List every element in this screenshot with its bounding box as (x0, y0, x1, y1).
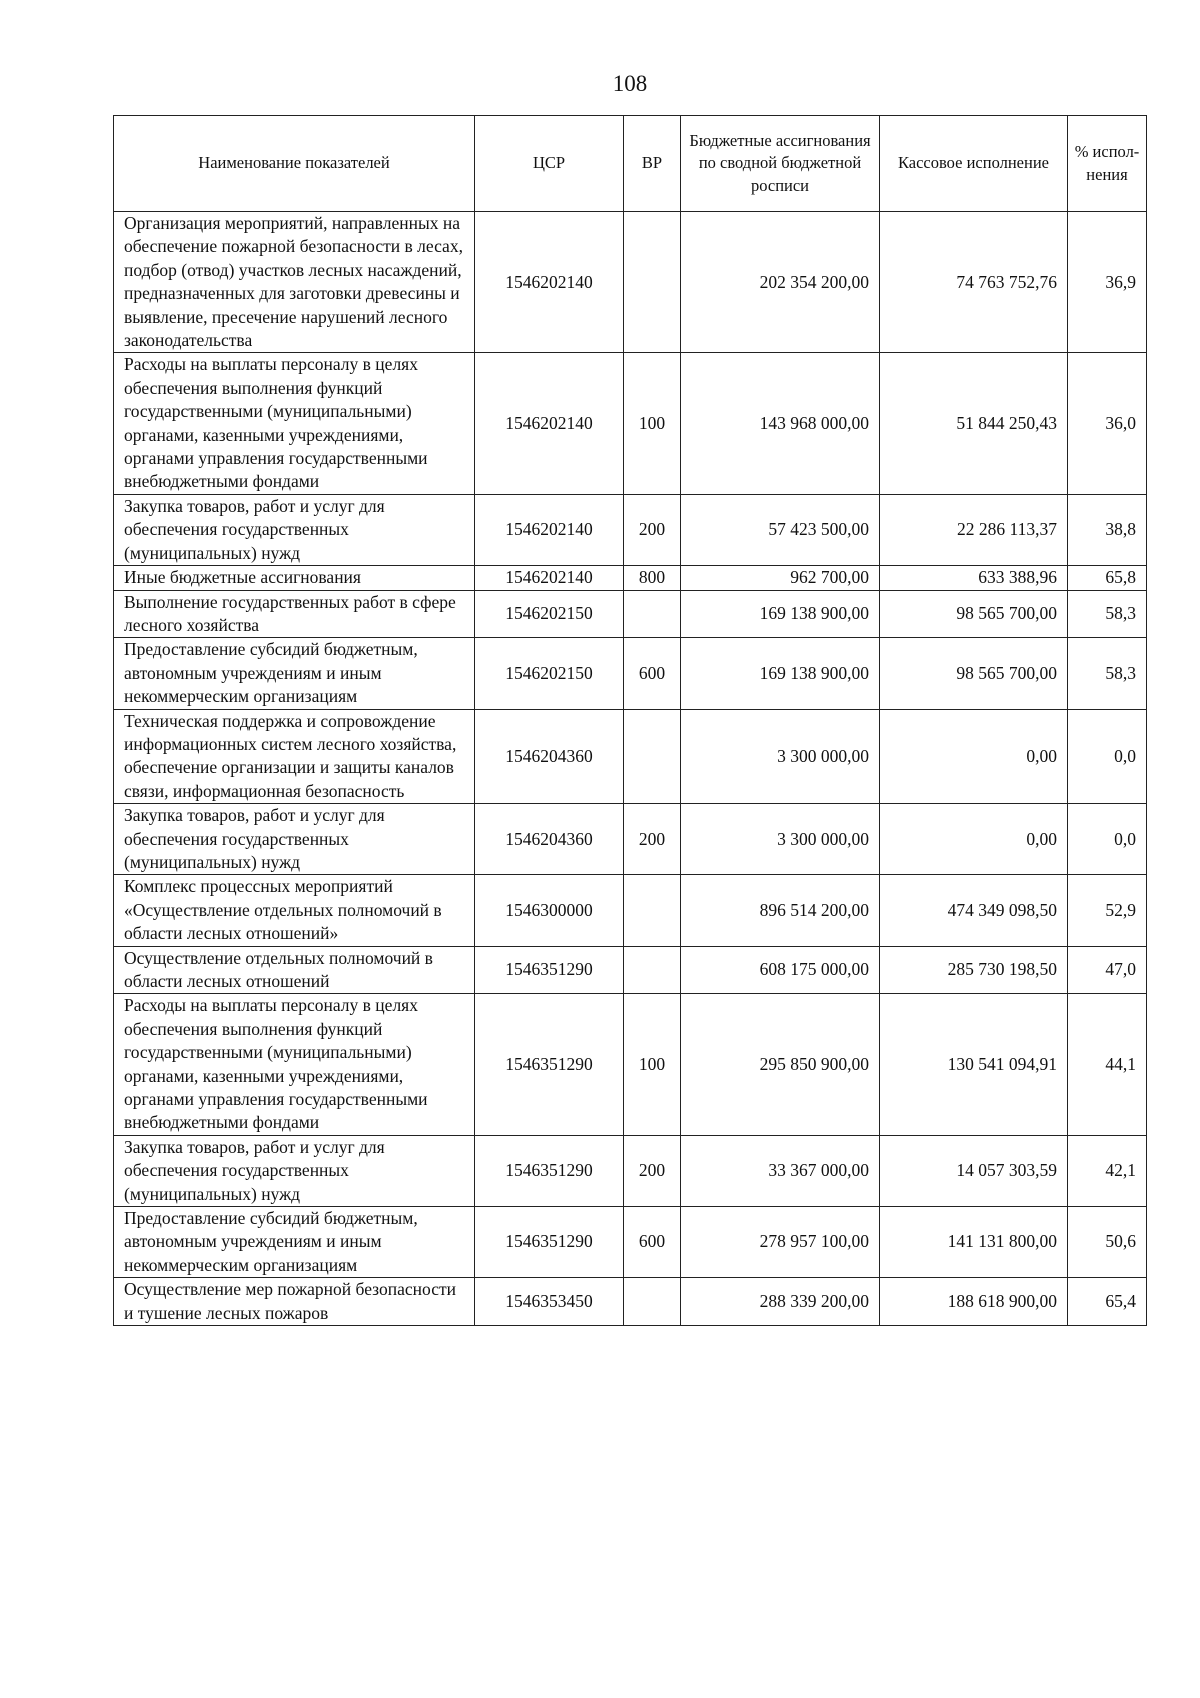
row-name: Осуществление мер пожарной безопасности и тушение лесных пожаров (114, 1278, 475, 1326)
row-budget: 962 700,00 (681, 566, 880, 590)
row-name: Иные бюджетные ассигнования (114, 566, 475, 590)
row-name: Предоставление субсидий бюджетным, автономным учреждениям и иным некоммерческим организациям (114, 638, 475, 709)
row-cash: 285 730 198,50 (880, 946, 1068, 994)
row-cash: 130 541 094,91 (880, 994, 1068, 1135)
row-csr: 1546202140 (475, 353, 624, 494)
header-name: Наименование показателей (114, 116, 475, 212)
row-vr (624, 875, 681, 946)
row-vr: 100 (624, 353, 681, 494)
header-budget: Бюджетные ассигнования по сводной бюджетной росписи (681, 116, 880, 212)
row-csr: 1546353450 (475, 1278, 624, 1326)
row-pct: 42,1 (1068, 1135, 1147, 1206)
row-name: Закупка товаров, работ и услуг для обеспечения государственных (муниципальных) нужд (114, 804, 475, 875)
row-pct: 36,0 (1068, 353, 1147, 494)
row-vr (624, 590, 681, 638)
row-name: Закупка товаров, работ и услуг для обеспечения государственных (муниципальных) нужд (114, 1135, 475, 1206)
row-name: Осуществление отдельных полномочий в области лесных отношений (114, 946, 475, 994)
row-name: Комплекс процессных мероприятий «Осуществление отдельных полномочий в области лесных отношений» (114, 875, 475, 946)
row-budget: 278 957 100,00 (681, 1207, 880, 1278)
header-vr: ВР (624, 116, 681, 212)
row-pct: 52,9 (1068, 875, 1147, 946)
row-csr: 1546202150 (475, 590, 624, 638)
row-csr: 1546204360 (475, 804, 624, 875)
row-budget: 33 367 000,00 (681, 1135, 880, 1206)
row-name: Техническая поддержка и сопровождение информационных систем лесного хозяйства, обеспечение организации и защиты каналов связи, информационная безопасность (114, 709, 475, 804)
row-pct: 58,3 (1068, 638, 1147, 709)
row-budget: 3 300 000,00 (681, 709, 880, 804)
table-header-row (114, 116, 1147, 212)
row-name: Расходы на выплаты персоналу в целях обеспечения выполнения функций государственными (муниципальными) органами, казенными учреждениями, органами управления государственными внебюджетными фондами (114, 353, 475, 494)
row-name: Организация мероприятий, направленных на обеспечение пожарной безопасности в лесах, подбор (отвод) участков лесных насаждений, предназначенных для заготовки древесины и выявление, пресечение нарушений лесного законодательства (114, 212, 475, 353)
row-budget: 295 850 900,00 (681, 994, 880, 1135)
row-csr: 1546202150 (475, 638, 624, 709)
table-row (114, 1278, 1147, 1326)
table-row (114, 994, 1147, 1135)
row-cash: 188 618 900,00 (880, 1278, 1068, 1326)
row-budget: 896 514 200,00 (681, 875, 880, 946)
row-cash: 633 388,96 (880, 566, 1068, 590)
table-row (114, 638, 1147, 709)
header-cash: Кассовое исполнение (880, 116, 1068, 212)
row-pct: 36,9 (1068, 212, 1147, 353)
row-pct: 65,8 (1068, 566, 1147, 590)
table-row (114, 875, 1147, 946)
row-cash: 98 565 700,00 (880, 638, 1068, 709)
table-row (114, 494, 1147, 565)
row-csr: 1546202140 (475, 494, 624, 565)
row-cash: 22 286 113,37 (880, 494, 1068, 565)
row-cash: 51 844 250,43 (880, 353, 1068, 494)
header-csr: ЦСР (475, 116, 624, 212)
row-pct: 47,0 (1068, 946, 1147, 994)
row-csr: 1546202140 (475, 212, 624, 353)
row-vr: 600 (624, 638, 681, 709)
row-cash: 141 131 800,00 (880, 1207, 1068, 1278)
row-pct: 44,1 (1068, 994, 1147, 1135)
row-cash: 0,00 (880, 709, 1068, 804)
table-row (114, 353, 1147, 494)
row-vr: 800 (624, 566, 681, 590)
row-pct: 58,3 (1068, 590, 1147, 638)
row-budget: 169 138 900,00 (681, 590, 880, 638)
row-vr (624, 212, 681, 353)
row-vr (624, 709, 681, 804)
row-vr: 200 (624, 804, 681, 875)
row-csr: 1546202140 (475, 566, 624, 590)
row-csr: 1546351290 (475, 994, 624, 1135)
table-row (114, 804, 1147, 875)
row-cash: 474 349 098,50 (880, 875, 1068, 946)
table-row (114, 1135, 1147, 1206)
row-pct: 0,0 (1068, 804, 1147, 875)
row-budget: 3 300 000,00 (681, 804, 880, 875)
row-budget: 57 423 500,00 (681, 494, 880, 565)
row-csr: 1546351290 (475, 1135, 624, 1206)
table-row (114, 1207, 1147, 1278)
header-pct: % испол-нения (1068, 116, 1147, 212)
table-row (114, 709, 1147, 804)
row-cash: 98 565 700,00 (880, 590, 1068, 638)
row-budget: 169 138 900,00 (681, 638, 880, 709)
row-cash: 0,00 (880, 804, 1068, 875)
row-vr (624, 946, 681, 994)
row-csr: 1546204360 (475, 709, 624, 804)
row-name: Расходы на выплаты персоналу в целях обеспечения выполнения функций государственными (муниципальными) органами, казенными учреждениями, органами управления государственными внебюджетными фондами (114, 994, 475, 1135)
row-budget: 202 354 200,00 (681, 212, 880, 353)
row-cash: 14 057 303,59 (880, 1135, 1068, 1206)
row-name: Закупка товаров, работ и услуг для обеспечения государственных (муниципальных) нужд (114, 494, 475, 565)
table-row (114, 212, 1147, 353)
row-budget: 288 339 200,00 (681, 1278, 880, 1326)
row-vr: 200 (624, 494, 681, 565)
row-budget: 608 175 000,00 (681, 946, 880, 994)
row-name: Выполнение государственных работ в сфере лесного хозяйства (114, 590, 475, 638)
row-pct: 38,8 (1068, 494, 1147, 565)
row-budget: 143 968 000,00 (681, 353, 880, 494)
row-csr: 1546300000 (475, 875, 624, 946)
page-number: 108 (612, 71, 648, 96)
table-row (114, 590, 1147, 638)
table-row (114, 566, 1147, 590)
row-vr: 600 (624, 1207, 681, 1278)
table-row (114, 946, 1147, 994)
budget-execution-table (113, 115, 1147, 1326)
row-vr: 200 (624, 1135, 681, 1206)
row-vr (624, 1278, 681, 1326)
row-pct: 50,6 (1068, 1207, 1147, 1278)
row-name: Предоставление субсидий бюджетным, автономным учреждениям и иным некоммерческим организациям (114, 1207, 475, 1278)
row-pct: 0,0 (1068, 709, 1147, 804)
row-csr: 1546351290 (475, 1207, 624, 1278)
row-cash: 74 763 752,76 (880, 212, 1068, 353)
row-pct: 65,4 (1068, 1278, 1147, 1326)
row-vr: 100 (624, 994, 681, 1135)
row-csr: 1546351290 (475, 946, 624, 994)
